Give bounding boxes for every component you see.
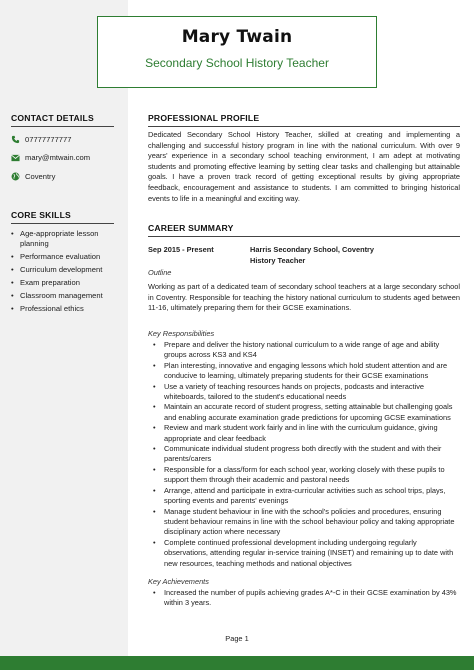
contact-email <box>11 153 90 162</box>
career-heading: CAREER SUMMARY <box>148 223 234 233</box>
responsibility-item: • Arrange, attend and participate in extra-curricular activities such as school trips, plays, sporting events and parents' evenings <box>148 486 460 507</box>
contact-location-text: Coventry <box>25 172 56 181</box>
skills-heading: CORE SKILLS <box>11 210 71 220</box>
skill-item: • Exam preparation <box>11 278 119 288</box>
employer-name: Harris Secondary School, Coventry <box>250 245 375 254</box>
achievement-item: • Increased the number of pupils achieving grades A*-C in their GCSE examination by 43% within 3 years. <box>148 588 460 609</box>
responsibility-item: • Maintain an accurate record of student progress, setting attainable but challenging goals and enabling accurate examination grade predictions for upcoming GCSE examinations <box>148 402 460 423</box>
job-title: Secondary School History Teacher <box>145 56 329 70</box>
responsibility-item: • Plan interesting, innovative and engaging lessons which hold student attention and are conducive to learning, ultimately preparing students for their GCSE examinations <box>148 361 460 382</box>
contact-location <box>11 172 55 181</box>
sidebar-background <box>0 0 128 670</box>
job-employer <box>250 245 374 266</box>
responsibility-item: • Responsible for a class/form for each school year, working closely with these pupils to support them through their academic and pastoral needs <box>148 465 460 486</box>
profile-divider <box>148 126 460 127</box>
responsibilities-list <box>148 340 460 569</box>
responsibility-item: • Use a variety of teaching resources hands on projects, podcasts and interactive whiteboards, tailored to the student's educational needs <box>148 382 460 403</box>
skill-item: • Performance evaluation <box>11 252 119 262</box>
skills-divider <box>11 223 114 224</box>
name-header-box <box>97 16 377 88</box>
responsibility-item: • Complete continued professional development including undergoing regularly observations, attending regular in-service training (INSET) and remaining up to date with new resources, teaching methods and national objectives <box>148 538 460 569</box>
profile-heading: PROFESSIONAL PROFILE <box>148 113 260 123</box>
contact-phone-text: 07777777777 <box>25 135 72 144</box>
footer-accent-bar <box>0 656 474 670</box>
profile-text: Dedicated Secondary School History Teacher, skilled at creating and implementing a challenging and successful history program in line with the national curriculum. With over 9 years' experience in a secondary school teaching environment, I am adept at motivating students and promoting effective learning by setting clear tasks and challenging but attainable goals. I have a proven track record of getting exceptional results by giving appropriate feedback, encouragement and assistance to students. I am committed to bringing historical events to life in a meaningful and exciting way. <box>148 130 460 203</box>
job-dates: Sep 2015 - Present <box>148 245 214 254</box>
contact-heading: CONTACT DETAILS <box>11 113 94 123</box>
achievements-label: Key Achievements <box>148 577 209 586</box>
envelope-icon <box>11 153 20 162</box>
page-number: Page 1 <box>225 634 249 643</box>
outline-text: Working as part of a dedicated team of secondary school teachers at a large secondary school in Coventry. Responsible for teaching the history national curriculum to students aged between 11-16, ultimately preparing them for their GCSE examinations. <box>148 282 460 313</box>
skill-item: • Age-appropriate lesson planning <box>11 229 119 249</box>
job-role: History Teacher <box>250 255 306 265</box>
contact-phone <box>11 135 71 144</box>
contact-email-text[interactable]: mary@mtwain.com <box>25 153 91 162</box>
globe-icon <box>11 172 20 181</box>
responsibility-item: • Prepare and deliver the history national curriculum to a wide range of age and ability groups across KS3 and KS4 <box>148 340 460 361</box>
phone-icon <box>11 135 20 144</box>
skill-item: • Professional ethics <box>11 304 119 314</box>
responsibilities-label: Key Responsibilities <box>148 329 215 338</box>
achievements-list <box>148 588 460 609</box>
career-divider <box>148 236 460 237</box>
skills-list <box>11 229 119 317</box>
responsibility-item: • Review and mark student work fairly and in line with the curriculum guidance, giving appropriate and clear feedback <box>148 423 460 444</box>
skill-item: • Classroom management <box>11 291 119 301</box>
responsibility-item: • Manage student behaviour in line with the school's policies and procedures, ensuring student behaviour remains in line with the school behaviour policy and taking appropriate disciplinary action where necessary <box>148 507 460 538</box>
candidate-name: Mary Twain <box>181 27 293 47</box>
responsibility-item: • Communicate individual student progress both directly with the student and with their parents/carers <box>148 444 460 465</box>
outline-label: Outline <box>148 268 172 277</box>
skill-item: • Curriculum development <box>11 265 119 275</box>
contact-divider <box>11 126 114 127</box>
